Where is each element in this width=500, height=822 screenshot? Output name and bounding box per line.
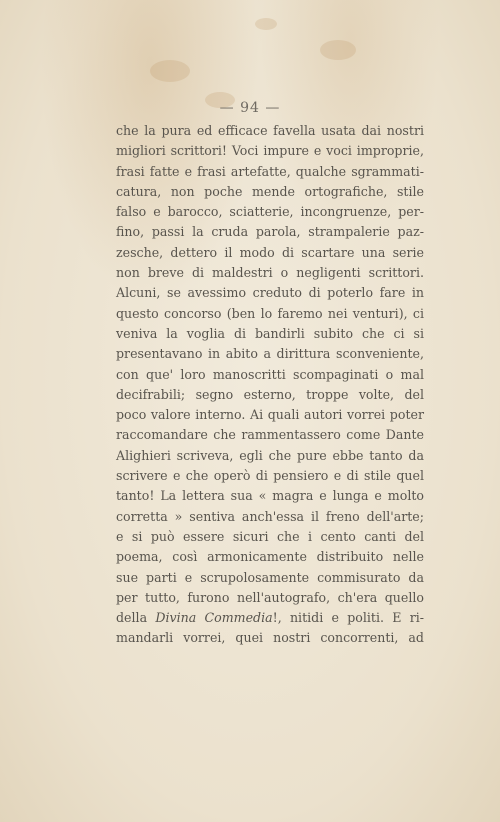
text-line: corretta » sentiva anch'essa il freno dell'arte; [116, 508, 424, 524]
text-line: falso e barocco, sciatterie, incongruenze, per- [116, 204, 424, 220]
text-line: che la pura ed efficace favella usata dai nostri [116, 123, 424, 138]
text-line: Alighieri scriveva, egli che pure ebbe tanto da [116, 447, 424, 463]
text-line: poema, così armonicamente distribuito nelle [116, 549, 424, 565]
text-line: questo concorso (ben lo faremo nei venturi), ci [116, 305, 424, 321]
foxing-stain [320, 40, 356, 60]
text-line: tanto! La lettera sua « magra e lunga e molto [116, 488, 424, 504]
text-line: con que' loro manoscritti scompaginati o mal [116, 366, 424, 382]
text-line-with-title [116, 608, 424, 628]
text-line: non breve di maldestri o negligenti scrittori. [116, 265, 424, 281]
text-line: mandarli vorrei, quei nostri concorrenti, ad [116, 630, 424, 646]
text-line: presentavano in abito a dirittura sconveniente, [116, 346, 424, 362]
text-line: zesche, dettero il modo di scartare una serie [116, 244, 424, 260]
text-line: frasi fatte e frasi artefatte, qualche sgrammati- [116, 163, 424, 179]
text-line: sue parti e scrupolosamente commisurato da [116, 569, 424, 585]
foxing-stain [255, 18, 277, 30]
text-fragment: della [116, 610, 148, 626]
page-number: — 94 — [219, 100, 281, 116]
text-line: e si può essere sicuri che i cento canti del [116, 528, 424, 544]
text-line: migliori scrittori! Voci impure e voci improprie, [116, 143, 424, 159]
text-line: scrivere e che operò di pensiero e di stile quel [116, 468, 424, 484]
body-text [116, 121, 424, 649]
text-fragment: !, nitidi e politi. E ri- [272, 610, 424, 626]
text-line: per tutto, furono nell'autografo, ch'era quello [116, 589, 424, 605]
text-line: Alcuni, se avessimo creduto di poterlo fare in [116, 285, 424, 301]
text-line: veniva la voglia di bandirli subito che ci si [116, 325, 424, 341]
text-line: fino, passi la cruda parola, strampalerie paz- [116, 224, 424, 240]
book-title-italic: Divina Commedia [155, 610, 273, 626]
text-line: catura, non poche mende ortografiche, stile [116, 183, 424, 199]
text-line: decifrabili; segno esterno, troppe volte, del [116, 386, 424, 402]
foxing-stain [150, 60, 190, 82]
text-line: poco valore interno. Ai quali autori vorrei poter [116, 407, 424, 423]
text-line: raccomandare che rammentassero come Dante [116, 427, 424, 443]
